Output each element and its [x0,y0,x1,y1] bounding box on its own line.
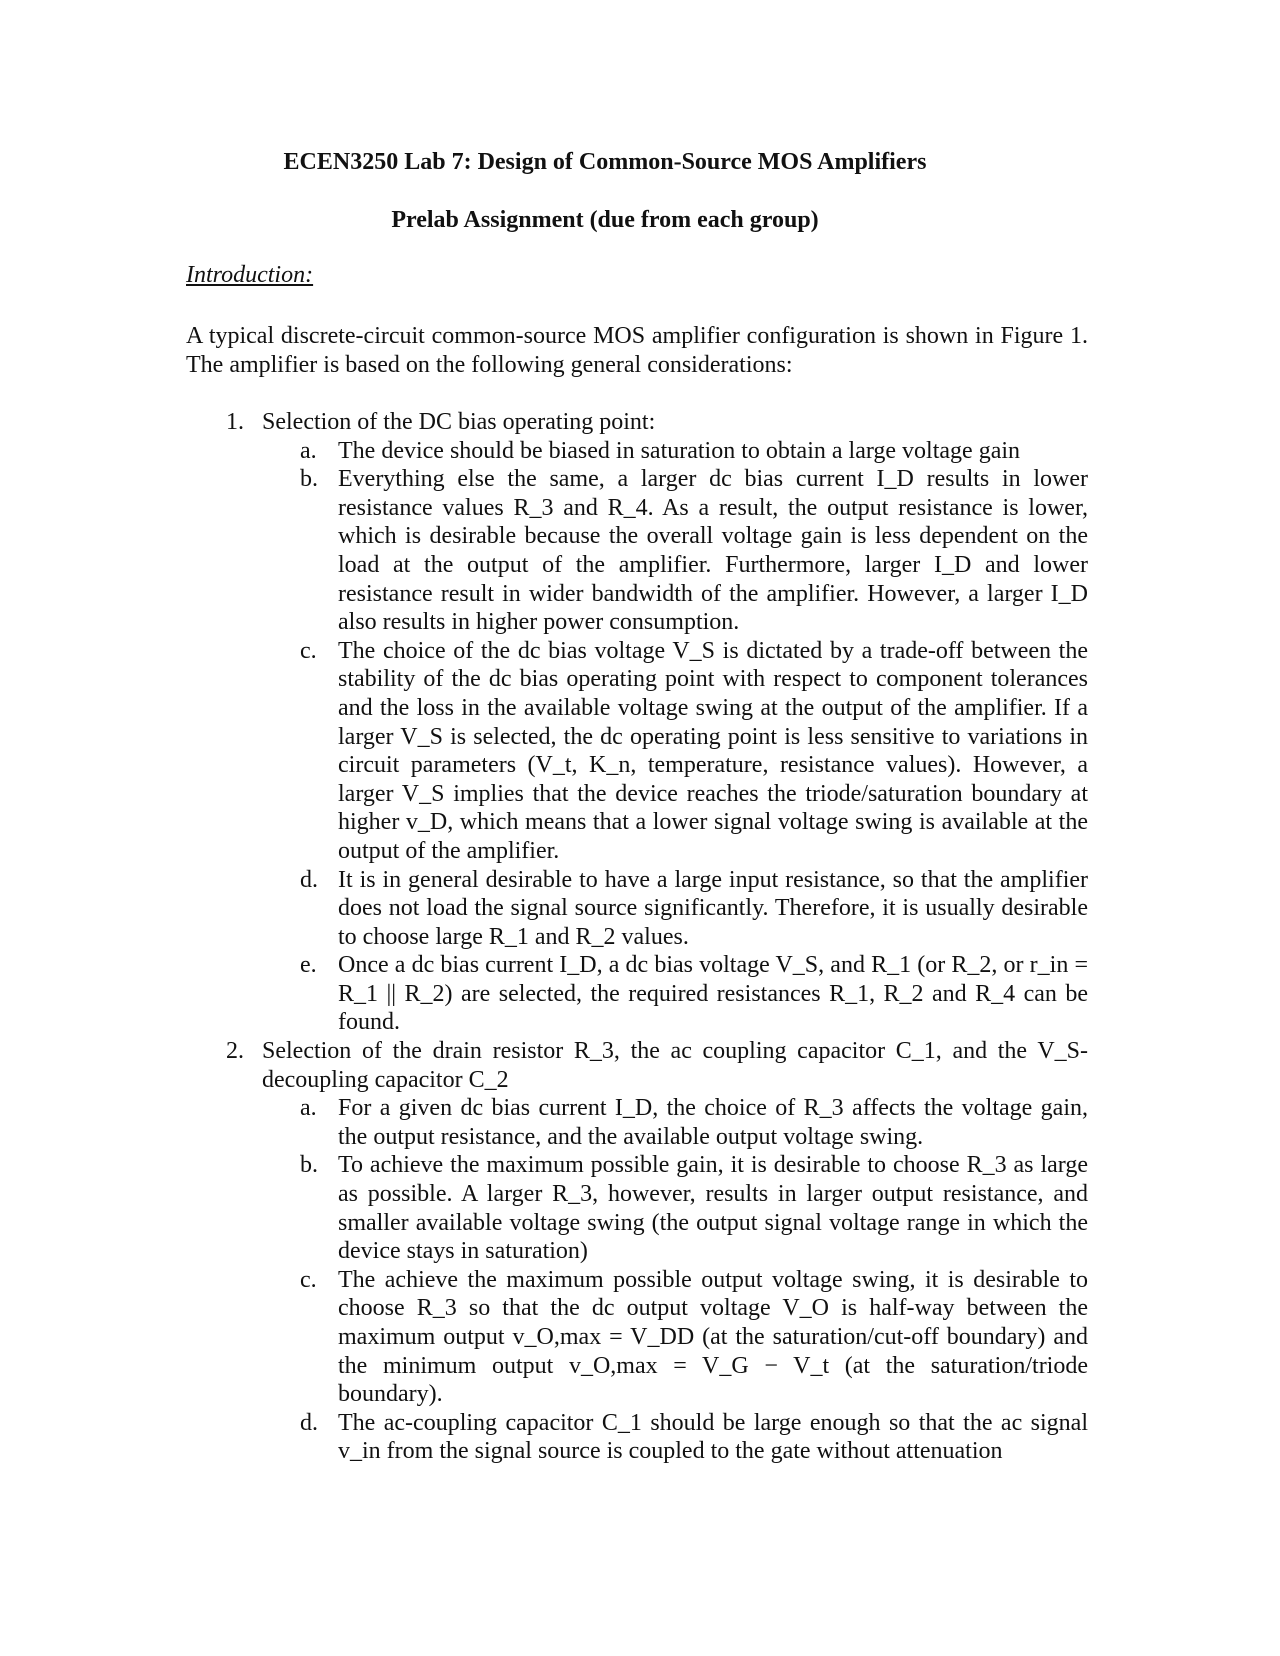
sub-list-letter: d. [300,1409,318,1436]
sub-list-text: The choice of the dc bias voltage V_S is dictated by a trade-off between the stability of the dc bias operating point with respect to component tolerances and the loss in the available voltage swing at the output of the amplifier. If a larger V_S is selected, the dc operating point is less sensitive to variations in circuit parameters (V_t, K_n, temperature, resistance values). However, a larger V_S implies that the device reaches the triode/saturation boundary at higher v_D, which means that a lower signal voltage swing is available at the output of the amplifier. [338,637,1088,864]
sub-list-text: Everything else the same, a larger dc bias current I_D results in lower resistance values R_3 and R_4. As a result, the output resistance is lower, which is desirable because the overall voltage gain is less dependent on the load at the output of the amplifier. Furthermore, larger I_D and lower resistance result in wider bandwidth of the amplifier. However, a larger I_D also results in higher power consumption. [338,466,1088,636]
intro-paragraph: A typical discrete-circuit common-source MOS amplifier configuration is shown in Figure 1. The amplifier is based on the following general considerations: [186,323,1088,378]
sub-list-letter: a. [300,437,317,464]
sub-list-item [186,951,1088,1037]
considerations-list [186,408,1088,1466]
list-number: 2. [226,1038,244,1065]
document-title: ECEN3250 Lab 7: Design of Common-Source MOS Amplifiers [283,149,927,175]
list-number: 1. [226,409,244,435]
sub-list-item [186,1151,1088,1265]
list-item-text: Selection of the drain resistor R_3, the ac coupling capacitor C_1, and the V_S-decoupling capacitor C_2 [262,1038,1088,1093]
sub-list-letter: e. [300,952,317,979]
sub-list-item [186,1409,1088,1466]
list-item [186,1037,1088,1094]
sub-list-letter: c. [300,637,317,664]
sub-list-item [186,465,1088,637]
sub-list-item [186,1094,1088,1151]
sub-list-text: The device should be biased in saturation to obtain a large voltage gain [338,437,1021,464]
sub-list-text: To achieve the maximum possible gain, it is desirable to choose R_3 as large as possible. A larger R_3, however, results in larger output resistance, and smaller available voltage swing (the output signal voltage range in which the device stays in saturation) [338,1152,1088,1265]
sub-list-letter: d. [300,866,318,893]
sub-list-text: The achieve the maximum possible output voltage swing, it is desirable to choose R_3 so that the dc output voltage V_O is half-way between the maximum output v_O,max = V_DD (at the saturation/cut-off boundary) and the minimum output v_O,max = V_G − V_t (at the saturation/triode boundary). [338,1266,1088,1408]
sub-list-item [186,637,1088,866]
sub-list-letter: b. [300,1152,318,1179]
sub-list-text: The ac-coupling capacitor C_1 should be large enough so that the ac signal v_in from the signal source is coupled to the gate without attenuation [338,1409,1088,1465]
section-heading-introduction: Introduction: [186,262,314,288]
sub-list-item [186,437,1088,466]
list-item-text: Selection of the DC bias operating point: [262,409,656,435]
sub-list-letter: c. [300,1266,317,1293]
list-item [186,408,1088,437]
sub-list-item [186,866,1088,952]
document-subtitle: Prelab Assignment (due from each group) [391,207,819,233]
sub-list-letter: a. [300,1095,317,1122]
sub-list-text: For a given dc bias current I_D, the choice of R_3 affects the voltage gain, the output resistance, and the available output voltage swing. [338,1095,1088,1150]
sub-list-item [186,1266,1088,1409]
sub-list-text: It is in general desirable to have a large input resistance, so that the amplifier does not load the signal source significantly. Therefore, it is usually desirable to choose large R_1 and R_2 values. [338,866,1088,950]
sub-list-text: Once a dc bias current I_D, a dc bias voltage V_S, and R_1 (or R_2, or r_in = R_1 || R_2) are selected, the required resistances R_1, R_2 and R_4 can be found. [338,952,1088,1036]
sub-list-letter: b. [300,466,318,493]
